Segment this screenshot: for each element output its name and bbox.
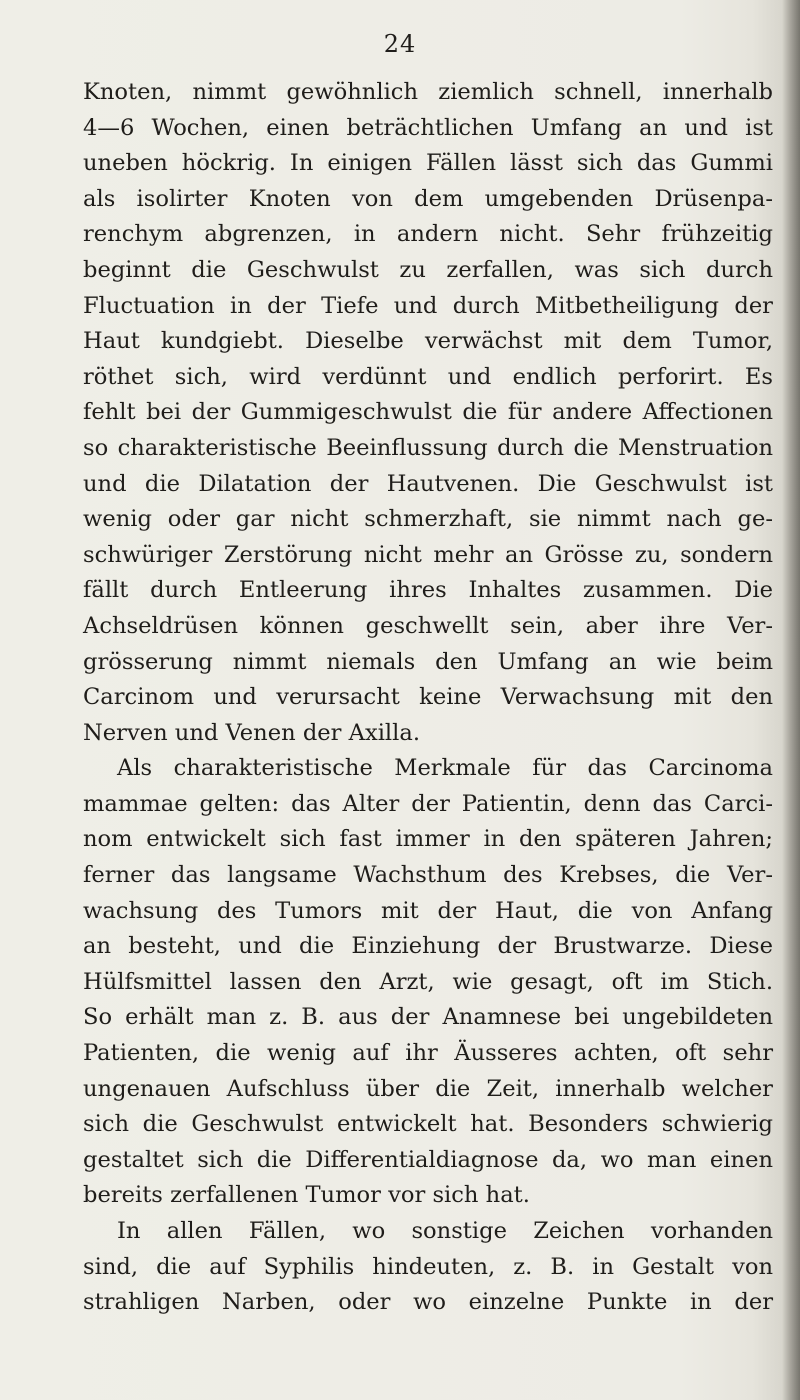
text-line: Fluctuation in der Tiefe und durch Mitbetheiligung der (83, 292, 773, 319)
text-line: wenig oder gar nicht schmerzhaft, sie nimmt nach ge- (83, 506, 773, 533)
text-line: Achseldrüsen können geschwellt sein, aber ihre Ver- (83, 612, 773, 639)
text-line: Knoten, nimmt gewöhnlich ziemlich schnell, innerhalb (83, 79, 773, 105)
text-line: ungenauen Aufschluss über die Zeit, innerhalb welcher (83, 1075, 773, 1102)
body-text (83, 75, 773, 1321)
text-line: 4—6 Wochen, einen beträchtlichen Umfang an und ist (83, 114, 773, 141)
text-line: und die Dilatation der Hautvenen. Die Geschwulst ist (83, 470, 773, 497)
text-line: wachsung des Tumors mit der Haut, die von Anfang (83, 897, 773, 924)
text-line: so charakteristische Beeinflussung durch die Menstruation (83, 434, 773, 461)
text-line: strahligen Narben, oder wo einzelne Punkte in der (83, 1289, 773, 1316)
text-line: So erhält man z. B. aus der Anamnese bei ungebildeten (83, 1004, 773, 1031)
text-line: ferner das langsame Wachsthum des Krebses, die Ver- (83, 862, 773, 889)
text-line: Carcinom und verursacht keine Verwachsung mit den (83, 684, 773, 711)
text-line: grösserung nimmt niemals den Umfang an wie beim (83, 648, 773, 675)
text-line: sind, die auf Syphilis hindeuten, z. B. in Gestalt von (83, 1253, 773, 1280)
text-line: schwüriger Zerstörung nicht mehr an Grösse zu, sondern (83, 541, 773, 568)
text-line: fehlt bei der Gummigeschwulst die für andere Affectionen (83, 399, 773, 426)
text-line: sich die Geschwulst entwickelt hat. Besonders schwierig (83, 1111, 773, 1138)
text-line: Hülfsmittel lassen den Arzt, wie gesagt, oft im Stich. (83, 968, 773, 995)
text-line: bereits zerfallenen Tumor vor sich hat. (83, 1182, 530, 1209)
text-line: röthet sich, wird verdünnt und endlich perforirt. Es (83, 363, 773, 390)
text-line: mammae gelten: das Alter der Patientin, denn das Carci- (83, 790, 773, 817)
text-line: renchym abgrenzen, in andern nicht. Sehr frühzeitig (83, 221, 773, 248)
text-line: als isolirter Knoten von dem umgebenden Drüsenpa- (83, 185, 773, 212)
text-line: Haut kundgiebt. Dieselbe verwächst mit dem Tumor, (83, 328, 773, 355)
text-line: fällt durch Entleerung ihres Inhaltes zusammen. Die (83, 577, 773, 604)
text-line: Als charakteristische Merkmale für das Carcinoma (117, 755, 773, 782)
text-line: beginnt die Geschwulst zu zerfallen, was sich durch (83, 256, 773, 283)
text-line: gestaltet sich die Differentialdiagnose da, wo man einen (83, 1146, 773, 1173)
text-line: In allen Fällen, wo sonstige Zeichen vorhanden (117, 1218, 773, 1244)
text-line: uneben höckrig. In einigen Fällen lässt sich das Gummi (83, 150, 773, 177)
page-number: 24 (383, 30, 417, 58)
text-line: Nerven und Venen der Axilla. (83, 719, 421, 746)
text-line: Patienten, die wenig auf ihr Äusseres achten, oft sehr (83, 1040, 773, 1067)
text-line: an besteht, und die Einziehung der Brustwarze. Diese (83, 933, 773, 960)
page-binding-shadow (782, 0, 800, 1400)
text-line: nom entwickelt sich fast immer in den späteren Jahren; (83, 826, 773, 853)
